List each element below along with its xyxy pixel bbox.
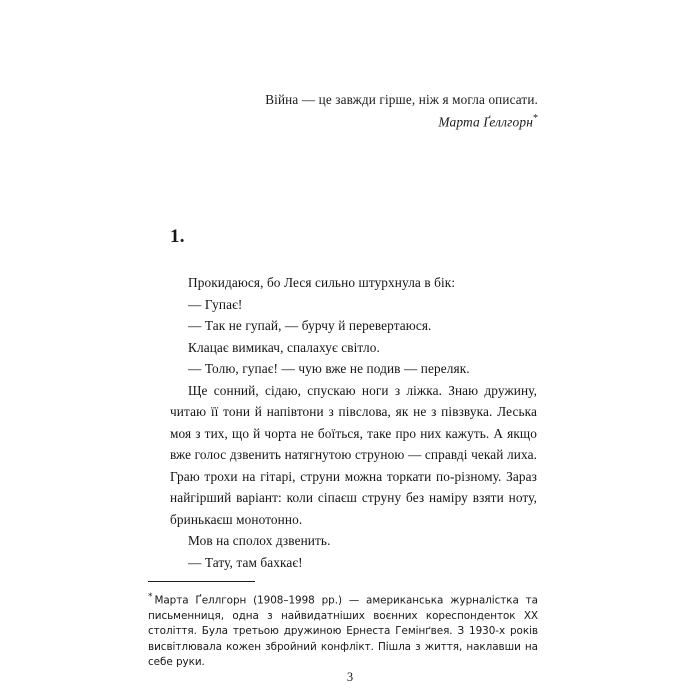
body-paragraph: Мов на сполох дзвенить.: [188, 533, 331, 548]
body-paragraph: Прокидаюся, бо Леся сильно штурхнула в бік:: [188, 275, 456, 290]
epigraph-attribution: [170, 113, 538, 130]
footnote-body: Марта Ґеллгорн (1908–1998 рр.) — американська журналістка та письменниця, одна з найвидатніших воєнних кореспонденток ХХ століття. Була третьою дружиною Ернеста Гемінґвея. З 1930-х років висвітлювала кожен збройний конфлікт. Пішла з життя, наклавши на себе руки.: [148, 594, 538, 669]
footnote-reference-marker: *: [533, 112, 538, 124]
body-paragraph: — Так не гупай, — бурчу й перевертаюся.: [188, 318, 432, 333]
body-paragraph: Ще сонний, сідаю, спускаю ноги з ліжка. Знаю дружину, читаю її тони й напівтони з півслова, як не з півзвука. Леська моя з тих, що й чорта не боїться, таке про них кажуть. А якщо вже голос дзвенить натягнутою струною — справді чекай лиха. Граю трохи на гітарі, струни можна торкати по-різному. Зараз найгірший варіант: коли сіпаєш струну без наміру взяти ноту, бринькаєш монотонно.: [170, 382, 537, 527]
body-paragraph: — Толю, гупає! — чую вже не подив — переляк.: [188, 361, 470, 376]
body-paragraph: — Гупає!: [188, 296, 243, 312]
body-paragraph: Клацає вимикач, спалахує світло.: [188, 339, 380, 355]
epigraph-quote: Війна — це завжди гірше, ніж я могла описати.: [265, 92, 538, 107]
chapter-number-heading: 1.: [170, 226, 185, 247]
footnote-content: [148, 590, 538, 671]
footnote-marker: *: [148, 592, 153, 602]
footnote-separator-rule: [148, 581, 255, 582]
epigraph-author-name: Марта Ґеллгорн: [438, 114, 533, 130]
footnote-block: [148, 581, 538, 671]
epigraph: [170, 90, 538, 130]
body-paragraph: — Тату, там бахкає!: [188, 554, 303, 570]
body-text: [170, 272, 537, 573]
page-number: 3: [346, 670, 354, 684]
